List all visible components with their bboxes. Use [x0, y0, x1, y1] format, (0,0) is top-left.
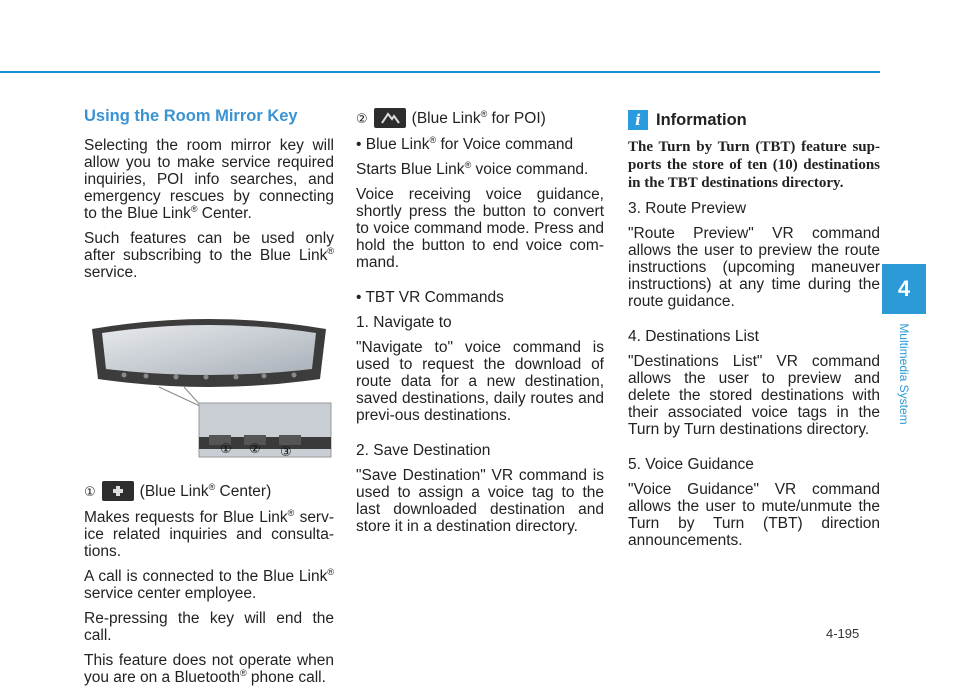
- navigate-title: 1. Navigate to: [356, 314, 452, 331]
- key1-line: ① (Blue Link® Center): [84, 481, 272, 500]
- route-body: "Route Preview" VR command allows the user to preview the route instructions (upcoming maneuver instructions) at any time during the route guidance.: [628, 225, 880, 310]
- column-2: [356, 108, 604, 543]
- save-title: 2. Save Destination: [356, 442, 491, 459]
- information-title: Information: [656, 110, 747, 129]
- information-icon: i: [628, 110, 648, 130]
- top-rule: [0, 71, 880, 73]
- bullet-voice-command: • Blue Link® for Voice command: [356, 135, 574, 153]
- bluelink-poi-key-icon: [374, 108, 406, 128]
- section-heading: Using the Room Mirror Key: [84, 107, 298, 125]
- column-3: [628, 108, 880, 557]
- callout-3: ③: [280, 445, 292, 459]
- chapter-label: Multimedia System: [897, 323, 911, 425]
- callout-1: ①: [220, 442, 232, 457]
- key1-paragraph-1: Makes requests for Blue Link® serv-ice related inquiries and consulta-tions.: [84, 508, 335, 560]
- destinations-body: "Destinations List" VR command allows the user to preview and delete the stored destinations with their associated voice tags in the Turn by Turn destinations directory.: [628, 353, 880, 438]
- voice-guidance-title: 5. Voice Guidance: [628, 456, 754, 473]
- page-number: 4-195: [826, 626, 860, 641]
- route-title: 3. Route Preview: [628, 200, 747, 217]
- intro-paragraph: Selecting the room mirror key will allow you to make service required inquiries, POI info searches, and emergency rescues by connecting to the Blue Link® Center.: [84, 137, 334, 222]
- mirror-glass: [102, 325, 316, 375]
- callout-2: ②: [249, 442, 261, 457]
- information-header: [628, 110, 880, 130]
- subscribe-paragraph: Such features can be used only after subscribing to the Blue Link® service.: [84, 230, 334, 281]
- chapter-tab: 4: [882, 264, 926, 314]
- key1-paragraph-4: This feature does not operate when you are on a Bluetooth® phone call.: [84, 652, 334, 686]
- information-body: The Turn by Turn (TBT) feature sup-ports the store of ten (10) destinations in the TBT destinations directory.: [628, 139, 880, 191]
- key1-paragraph-3: Re-pressing the key will end the call.: [84, 610, 334, 644]
- bullet-tbt: • TBT VR Commands: [356, 289, 504, 306]
- destinations-title: 4. Destinations List: [628, 328, 759, 345]
- bluelink-center-key-icon: [102, 481, 134, 501]
- room-mirror-illustration: [84, 309, 334, 459]
- key1-paragraph-2: A call is connected to the Blue Link® service center employee.: [84, 567, 334, 602]
- save-body: "Save Destination" VR command is used to assign a voice tag to the last downloaded destination and store it in a destination directory.: [356, 467, 604, 535]
- navigate-body: "Navigate to" voice command is used to request the download of route data for a new destination, saved destinations, daily routes and previ-ous destinations.: [356, 339, 604, 424]
- key2-line: ② (Blue Link® for POI): [356, 108, 546, 127]
- voice-paragraph: Voice receiving voice guidance, shortly press the button to convert to voice command mode. Press and hold the button to end voice com-mand.: [356, 186, 604, 271]
- column-1: [84, 108, 334, 694]
- voice-guidance-body: "Voice Guidance" VR command allows the user to mute/unmute the Turn by Turn (TBT) direction announcements.: [628, 481, 880, 549]
- starts-voice-command: Starts Blue Link® voice command.: [356, 160, 589, 178]
